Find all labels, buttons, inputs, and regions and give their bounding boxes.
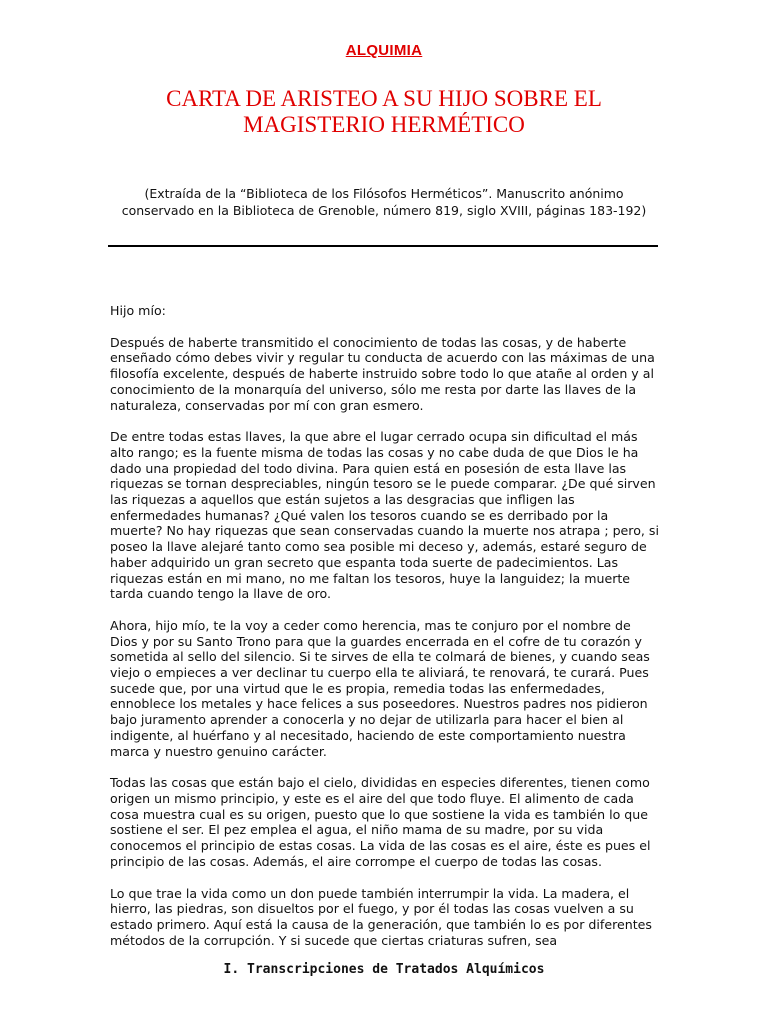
page-footer: I. Transcripciones de Tratados Alquímicos — [223, 962, 545, 977]
document-title: CARTA DE ARISTEO A SU HIJO SOBRE EL MAGISTERIO HERMÉTICO — [166, 86, 602, 137]
horizontal-divider — [108, 245, 658, 247]
body-paragraph: Todas las cosas que están bajo el cielo, divididas en especies diferentes, tienen como origen un mismo principio, y este es el aire del que todo fluye. El alimento de cada cosa muestra cual es su origen, puesto que lo que sostiene la vida es también lo que sostiene el ser. El pez emplea el agua, el niño mama de su madre, por su vida conocemos el principio de estas cosas. La vida de las cosas es el aire, éste es pues el principio de las cosas. Además, el aire corrompe el cuerpo de todas las cosas. — [110, 775, 651, 869]
body-paragraph: Ahora, hijo mío, te la voy a ceder como herencia, mas te conjuro por el nombre de Dios y por su Santo Trono para que la guardes encerrada en el cofre de tu corazón y sometida al sello del silencio. Si te sirves de ella te colmará de bienes, y cuando seas viejo o empieces a ver declinar tu cuerpo ella te aliviará, te renovará, te curará. Pues sucede que, por una virtud que le es propia, remedia todas las enfermedades, ennoblece los metales y hace felices a sus poseedores. Nuestros padres nos pidieron bajo juramento aprender a conocerla y no dejar de utilizarla para hacer el bien al indigente, al huérfano y al necesitado, haciendo de este comportamiento nuestra marca y nuestro genuino carácter. — [110, 617, 650, 759]
body-paragraph: Lo que trae la vida como un don puede también interrumpir la vida. La madera, el hierro, las piedras, son disueltos por el fuego, y por él todas las cosas vuelven a su estado primero. Aquí está la causa de la generación, que también lo es por diferentes métodos de la corrupción. Y si sucede que ciertas criaturas sufren, sea — [110, 885, 652, 948]
salutation: Hijo mío: — [110, 303, 166, 318]
body-paragraph: Después de haberte transmitido el conocimiento de todas las cosas, y de haberte enseñado cómo debes vivir y regular tu conducta de acuerdo con las máximas de una filosofía excelente, después de haberte instruido sobre todo lo que atañe al orden y al conocimiento de la monarquía del universo, sólo me resta por darte las llaves de la naturaleza, conservadas por mí con gran esmero. — [110, 334, 655, 413]
section-label: ALQUIMIA — [345, 42, 423, 59]
body-paragraph: De entre todas estas llaves, la que abre el lugar cerrado ocupa sin dificultad el más alto rango; es la fuente misma de todas las cosas y no cabe duda de que Dios le ha dado una propiedad del todo divina. Para quien está en posesión de esta llave las riquezas se tornan despreciables, ningún tesoro se le puede comparar. ¿De qué sirven las riquezas a aquellos que están sujetos a las desgracias que infligen las enfermedades humanas? ¿Qué valen los tesoros cuando se es derribado por la muerte? No hay riquezas que sean conservadas cuando la muerte nos atrapa ; pero, si poseo la llave alejaré tanto como sea posible mi deceso y, además, estaré seguro de haber adquirido un gran secreto que espanta toda suerte de padecimientos. Las riquezas están en mi mano, no me faltan los tesoros, huye la languidez; la muerte tarda cuando tengo la llave de oro. — [110, 429, 659, 602]
letter-body — [110, 303, 659, 964]
source-note: (Extraída de la “Biblioteca de los Filósofos Herméticos”. Manuscrito anónimo conservado en la Biblioteca de Grenoble, número 819, siglo XVIII, páginas 183-192) — [121, 186, 647, 218]
